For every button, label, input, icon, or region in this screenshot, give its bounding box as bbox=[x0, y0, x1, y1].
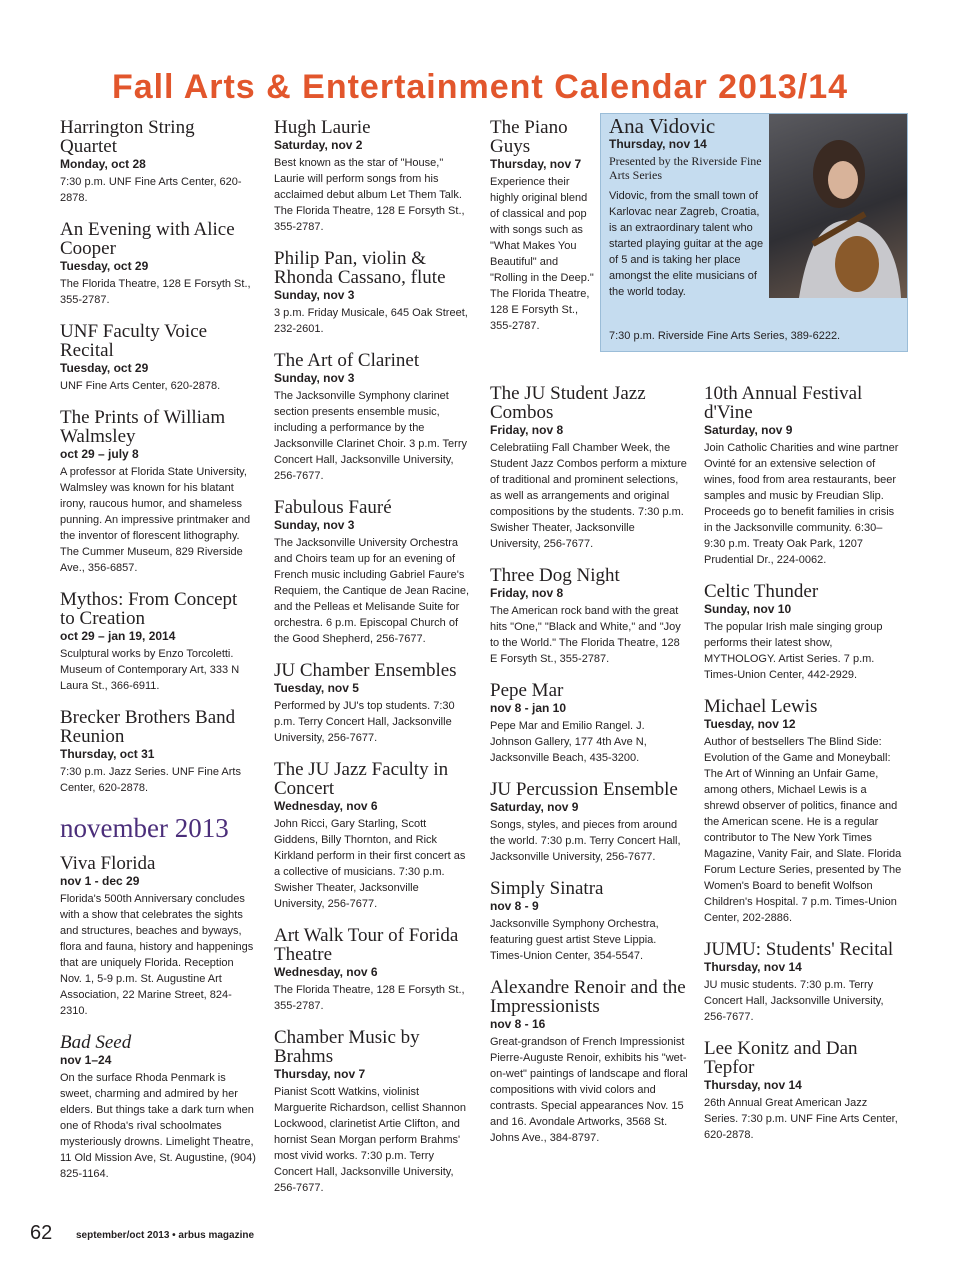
event-description: Author of bestsellers The Blind Side: Evolution of the Game and Moneyball: The Art of Winning an Unfair Game, among others, Michael Lewis is a shrewd observer of politics, finance and the American scene. He is a regular contributor to The New York Times Magazine, Vanity Fair, and Slate. Florida Forum Lecture Series, presented by The Women's Board to benefit Wolfson Children's Hospital. 7 p.m. Times-Union Center, 202-2886. bbox=[704, 736, 902, 924]
event-listing bbox=[60, 118, 256, 206]
event-description: The Jacksonville Symphony clarinet section presents ensemble music, including a performance by the Jacksonville Clarinet Choir. 3 p.m. Terry Concert Hall, Jacksonville University, 256-7677. bbox=[274, 390, 467, 482]
event-title: Brecker Brothers Band Reunion bbox=[60, 707, 236, 747]
event-description: 7:30 p.m. UNF Fine Arts Center, 620-2878. bbox=[60, 176, 242, 204]
event-listing bbox=[60, 408, 256, 576]
event-listing bbox=[490, 384, 688, 552]
event-title: The Art of Clarinet bbox=[274, 350, 420, 371]
event-title: Michael Lewis bbox=[704, 696, 818, 717]
event-listing bbox=[274, 760, 472, 912]
event-description: Sculptural works by Enzo Torcoletti. Museum of Contemporary Art, 333 N Laura St., 366-6911. bbox=[60, 648, 240, 692]
event-date: Tuesday, nov 12 bbox=[704, 717, 796, 731]
event-listing bbox=[274, 351, 472, 484]
event-listing bbox=[60, 220, 256, 308]
event-description: Pepe Mar and Emilio Rangel. J. Johnson Gallery, 177 4th Ave N, Jacksonville Beach, 435-3200. bbox=[490, 720, 647, 764]
event-description: Experience their highly original blend of classical and pop with songs such as "What Makes You Beautiful" and "Rolling in the Deep." The Florida Theatre, 128 E Forsyth St., 355-2787. bbox=[490, 176, 594, 332]
event-title: Viva Florida bbox=[60, 853, 156, 874]
event-listing bbox=[704, 582, 902, 683]
event-title: JUMU: Students' Recital bbox=[704, 939, 894, 960]
event-listing bbox=[490, 978, 688, 1146]
event-date: Saturday, nov 2 bbox=[274, 138, 363, 152]
event-title: UNF Faculty Voice Recital bbox=[60, 321, 208, 361]
event-listing bbox=[60, 322, 256, 394]
event-description: JU music students. 7:30 p.m. Terry Concert Hall, Jacksonville University, 256-7677. bbox=[704, 979, 884, 1023]
event-description: The Jacksonville University Orchestra and Choirs team up for an evening of French music including Gabriel Faure's Requiem, the Cantique de Jean Racine, and the Pelleas et Melisande Suite for orchestra. 6 p.m. Episcopal Church of the Good Shepherd, 256-7677. bbox=[274, 537, 470, 645]
featured-description: Vidovic, from the small town of Karlovac near Zagreb, Croatia, is an extraordinary talent who started playing guitar at the age of 5 and is taking her place amongst the elite musicians of the world today. bbox=[609, 190, 764, 298]
featured-event bbox=[600, 113, 908, 352]
event-listing bbox=[274, 498, 472, 647]
event-date: Wednesday, nov 6 bbox=[274, 799, 378, 813]
event-listing bbox=[490, 681, 688, 766]
event-date: Thursday, nov 14 bbox=[704, 960, 802, 974]
page-number: 62 bbox=[30, 1222, 53, 1244]
column-3 bbox=[490, 384, 688, 1160]
event-description: Join Catholic Charities and wine partner Ovinté for an extensive selection of wines, food from area restaurants, beer samples and music by Freudian Slip. Proceeds go to benefit families in crisis in the Jacksonville community. 6:30–9:30 p.m. Treaty Oak Park, 1207 Prudential Dr., 224-0062. bbox=[704, 442, 899, 566]
event-date: Thursday, nov 14 bbox=[704, 1078, 802, 1092]
event-listing bbox=[60, 1033, 256, 1182]
event-title: An Evening with Alice Cooper bbox=[60, 219, 235, 259]
event-listing bbox=[490, 566, 688, 667]
event-listing bbox=[60, 590, 256, 694]
event-title: Bad Seed bbox=[60, 1032, 132, 1053]
event-title: JU Percussion Ensemble bbox=[490, 779, 678, 800]
event-description: UNF Fine Arts Center, 620-2878. bbox=[60, 380, 221, 392]
event-date: Wednesday, nov 6 bbox=[274, 965, 378, 979]
event-title: Art Walk Tour of Forida Theatre bbox=[274, 925, 459, 965]
event-date: oct 29 – july 8 bbox=[60, 447, 139, 461]
event-date: nov 1–24 bbox=[60, 1053, 112, 1067]
column-4 bbox=[704, 384, 902, 1157]
event-listing bbox=[274, 118, 472, 235]
event-date: Thursday, nov 7 bbox=[274, 1067, 366, 1081]
featured-date: Thursday, nov 14 bbox=[609, 137, 707, 151]
event-date: Friday, nov 8 bbox=[490, 423, 564, 437]
event-date: Tuesday, nov 5 bbox=[274, 681, 359, 695]
event-description: The Florida Theatre, 128 E Forsyth St., 355-2787. bbox=[274, 984, 465, 1012]
event-date: nov 8 - 16 bbox=[490, 1017, 546, 1031]
event-listing bbox=[274, 926, 472, 1014]
event-title: The JU Jazz Faculty in Concert bbox=[274, 759, 449, 799]
event-description: 7:30 p.m. Jazz Series. UNF Fine Arts Center, 620-2878. bbox=[60, 766, 241, 794]
event-listing bbox=[274, 661, 472, 746]
event-listing bbox=[490, 879, 688, 964]
event-date: Sunday, nov 3 bbox=[274, 518, 355, 532]
featured-presenter: Presented by the Riverside Fine Arts Series bbox=[609, 154, 762, 182]
event-title: Mythos: From Concept to Creation bbox=[60, 589, 238, 629]
column-1 bbox=[60, 118, 256, 1196]
event-listing bbox=[704, 940, 902, 1025]
event-description: Best known as the star of "House," Laurie will perform songs from his acclaimed debut album Let Them Talk. The Florida Theatre, 128 E Forsyth St., 355-2787. bbox=[274, 157, 465, 233]
event-date: Sunday, nov 3 bbox=[274, 371, 355, 385]
event-description: John Ricci, Gary Starling, Scott Giddens, Billy Thornton, and Rick Kirkland perform in their first concert as a collective of musicians. 7:30 p.m. Swisher Theater, Jacksonville University, 256-7677. bbox=[274, 818, 466, 910]
month-heading: november 2013 bbox=[60, 813, 229, 843]
event-date: nov 8 - 9 bbox=[490, 899, 539, 913]
event-description: 26th Annual Great American Jazz Series. 7:30 p.m. UNF Fine Arts Center, 620-2878. bbox=[704, 1097, 898, 1141]
event-date: Monday, oct 28 bbox=[60, 157, 146, 171]
event-title: JU Chamber Ensembles bbox=[274, 660, 457, 681]
page-title: Fall Arts & Entertainment Calendar 2013/14 bbox=[111, 68, 849, 106]
event-description: Pianist Scott Watkins, violinist Marguerite Richardson, cellist Shannon Lockwood, clarinetist Artie Clifton, and hornist Sean Morgan perform Brahms' most vivid works. 7:30 p.m. Terry Concert Hall, Jacksonville University, 256-7677. bbox=[274, 1086, 466, 1194]
event-listing bbox=[704, 697, 902, 926]
event-description: A professor at Florida State University, Walmsley was known for his blatant irony, raucous humor, and shameless punning. An impressive printmaker and the inventor of florescent lithography. The Cummer Museum, 829 Riverside Ave., 356-6857. bbox=[60, 466, 251, 574]
event-title: Pepe Mar bbox=[490, 680, 564, 701]
event-title: Lee Konitz and Dan Tepfor bbox=[704, 1038, 858, 1078]
event-listing bbox=[60, 854, 256, 1019]
event-listing bbox=[490, 780, 688, 865]
event-listing bbox=[60, 708, 256, 796]
event-date: Tuesday, oct 29 bbox=[60, 259, 149, 273]
event-date: Friday, nov 8 bbox=[490, 586, 564, 600]
event-title: The JU Student Jazz Combos bbox=[490, 383, 646, 423]
event-title: Hugh Laurie bbox=[274, 117, 371, 138]
event-date: nov 1 - dec 29 bbox=[60, 874, 140, 888]
event-date: Saturday, nov 9 bbox=[704, 423, 793, 437]
event-listing bbox=[274, 249, 472, 337]
column-3-top bbox=[490, 118, 594, 348]
featured-title: Ana Vidovic bbox=[609, 114, 716, 138]
featured-photo bbox=[769, 114, 907, 298]
event-description: Performed by JU's top students. 7:30 p.m. Terry Concert Hall, Jacksonville University, 256-7677. bbox=[274, 700, 455, 744]
event-description: Songs, styles, and pieces from around the world. 7:30 p.m. Terry Concert Hall, Jacksonville University, 256-7677. bbox=[490, 819, 681, 863]
event-date: Sunday, nov 10 bbox=[704, 602, 792, 616]
event-description: Jacksonville Symphony Orchestra, featuring guest artist Steve Lippia. Times-Union Center, 354-5547. bbox=[490, 918, 659, 962]
event-description: The Florida Theatre, 128 E Forsyth St., 355-2787. bbox=[60, 278, 251, 306]
event-listing bbox=[490, 118, 594, 334]
event-date: Thursday, oct 31 bbox=[60, 747, 155, 761]
event-description: The popular Irish male singing group performs their latest show, MYTHOLOGY. Artist Series. 7 p.m. Times-Union Center, 442-2929. bbox=[704, 621, 883, 681]
featured-footer: 7:30 p.m. Riverside Fine Arts Series, 389-6222. bbox=[609, 330, 841, 342]
event-date: Thursday, nov 7 bbox=[490, 157, 582, 171]
event-description: Florida's 500th Anniversary concludes with a show that celebrates the sights and structures, beaches and byways, flora and fauna, history and happenings that are uniquely Florida. Reception Nov. 1, 5-9 p.m. St. Augustine Art Association, 22 Marine Street, 824-2310. bbox=[60, 893, 254, 1017]
column-2 bbox=[274, 118, 472, 1210]
event-title: The Piano Guys bbox=[490, 117, 568, 157]
event-title: Celtic Thunder bbox=[704, 581, 819, 602]
event-title: 10th Annual Festival d'Vine bbox=[704, 383, 863, 423]
event-date: Saturday, nov 9 bbox=[490, 800, 579, 814]
event-description: Great-grandson of French Impressionist Pierre-Auguste Renoir, exhibits his "wet-on-wet" paintings of landscape and floral compositions with vivid colors and contrasts. Special appearances Nov. 15 and 16. Avondale Artworks, 3568 St. Johns Ave., 384-8797. bbox=[490, 1036, 688, 1144]
event-description: The American rock band with the great hits "One," "Black and White," and "Joy to the World." The Florida Theatre, 128 E Forsyth St., 355-2787. bbox=[490, 605, 681, 665]
issue-line: september/oct 2013 • arbus magazine bbox=[76, 1230, 255, 1241]
event-date: Tuesday, oct 29 bbox=[60, 361, 149, 375]
event-description: On the surface Rhoda Penmark is sweet, charming and admired by her elders. But things take a dark turn when one of Rhoda's rival schoolmates mysteriously drowns. Limelight Theatre, 11 Old Mission Ave, St. Augustine, (904) 825-1164. bbox=[60, 1072, 256, 1180]
event-description: 3 p.m. Friday Musicale, 645 Oak Street, 232-2601. bbox=[274, 307, 468, 335]
event-title: Simply Sinatra bbox=[490, 878, 604, 899]
event-listing bbox=[704, 384, 902, 568]
event-title: Philip Pan, violin & Rhonda Cassano, flute bbox=[274, 248, 446, 288]
event-title: Fabulous Fauré bbox=[274, 497, 392, 518]
event-date: nov 8 - jan 10 bbox=[490, 701, 567, 715]
event-date: Sunday, nov 3 bbox=[274, 288, 355, 302]
guitarist-photo-icon bbox=[769, 114, 907, 298]
event-title: Chamber Music by Brahms bbox=[274, 1027, 420, 1067]
event-title: Three Dog Night bbox=[490, 565, 620, 586]
event-title: Alexandre Renoir and the Impressionists bbox=[490, 977, 686, 1017]
event-title: The Prints of William Walmsley bbox=[60, 407, 226, 447]
event-description: Celebratiing Fall Chamber Week, the Student Jazz Combos perform a mixture of traditional and prominent selections, as well as arrangements and original compositions by the students. 7:30 p.m. Swisher Theater, Jacksonville University, 256-7677. bbox=[490, 442, 687, 550]
event-title: Harrington String Quartet bbox=[60, 117, 195, 157]
event-date: oct 29 – jan 19, 2014 bbox=[60, 629, 176, 643]
event-listing bbox=[274, 1028, 472, 1196]
event-listing bbox=[704, 1039, 902, 1143]
